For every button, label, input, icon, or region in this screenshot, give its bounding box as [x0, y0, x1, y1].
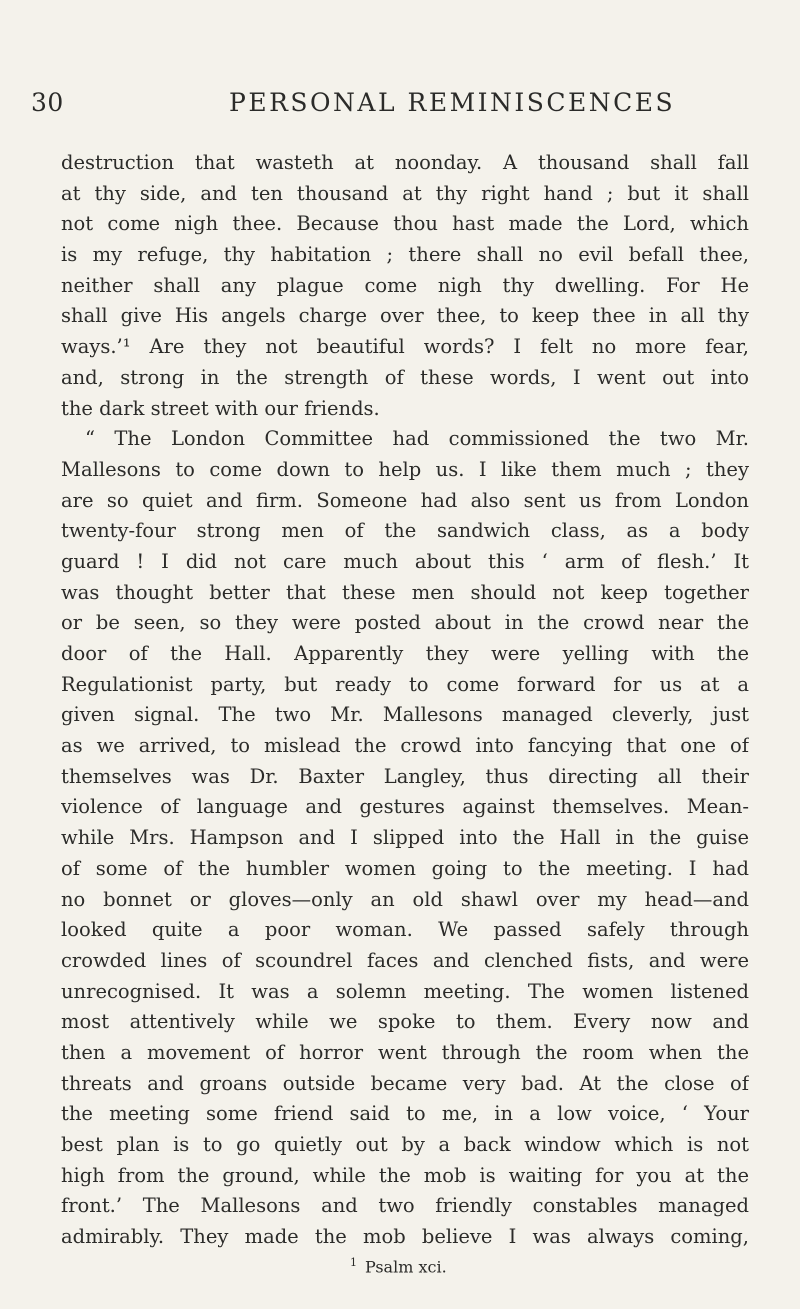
text-line: ways.’¹ Are they not beautiful words? I felt no more fear, — [61, 335, 749, 359]
text-line: crowded lines of scoundrel faces and clenched fists, and were — [61, 948, 749, 972]
text-line: then a movement of horror went through the room when the — [61, 1040, 749, 1064]
text-line: of some of the humbler women going to the meeting. I had — [61, 856, 749, 880]
text-line: destruction that wasteth at noonday. A thousand shall fall — [61, 151, 749, 174]
text-line: neither shall any plague come nigh thy dwelling. For He — [61, 273, 749, 297]
body-text — [61, 148, 749, 1253]
text-line: threats and groans outside became very bad. At the close of — [61, 1071, 749, 1095]
footnote-text: Psalm xci. — [365, 1257, 447, 1277]
text-line: unrecognised. It was a solemn meeting. The women listened — [61, 979, 749, 1003]
text-line: and, strong in the strength of these words, I went out into — [61, 365, 749, 389]
text-line: themselves was Dr. Baxter Langley, thus directing all their — [61, 764, 749, 788]
text-line: guard ! I did not care much about this ‘ arm of flesh.’ It — [61, 549, 749, 573]
text-line: given signal. The two Mr. Mallesons managed cleverly, just — [61, 703, 749, 727]
text-line: shall give His angels charge over thee, to keep thee in all thy — [61, 304, 749, 328]
text-line: Regulationist party, but ready to come forward for us at a — [61, 672, 749, 696]
text-line: is my refuge, thy habitation ; there shall no evil befall thee, — [61, 243, 749, 267]
text-line: no bonnet or gloves—only an old shawl over my head—and — [61, 887, 749, 911]
text-line: violence of language and gestures against themselves. Mean- — [61, 795, 749, 819]
text-line: the dark street with our friends. — [61, 396, 380, 420]
text-line: was thought better that these men should not keep together — [61, 580, 749, 604]
text-line: are so quiet and firm. Someone had also sent us from London — [61, 488, 749, 512]
text-line: while Mrs. Hampson and I slipped into the Hall in the guise — [61, 826, 749, 850]
text-line: door of the Hall. Apparently they were yelling with the — [61, 642, 749, 665]
text-line: at thy side, and ten thousand at thy right hand ; but it shall — [61, 181, 749, 205]
text-line: the meeting some friend said to me, in a low voice, ‘ Your — [61, 1102, 749, 1126]
text-line: not come nigh thee. Because thou hast made the Lord, which — [61, 212, 749, 236]
text-line: most attentively while we spoke to them. Every now and — [61, 1010, 749, 1034]
text-line: or be seen, so they were posted about in the crowd near the — [61, 611, 749, 635]
text-line: Mallesons to come down to help us. I like them much ; they — [61, 457, 749, 481]
text-line: high from the ground, while the mob is waiting for you at the — [61, 1163, 749, 1187]
text-line: twenty-four strong men of the sandwich class, as a body — [61, 519, 749, 543]
page-number: 30 — [31, 88, 64, 117]
text-line: best plan is to go quietly out by a back window which is not — [61, 1133, 749, 1156]
page-header — [31, 88, 771, 128]
footnote-marker: 1 — [350, 1256, 357, 1269]
running-title: PERSONAL REMINISCENCES — [229, 88, 676, 117]
text-line: “ The London Committee had commissioned the two Mr. — [85, 427, 749, 451]
text-line: as we arrived, to mislead the crowd into fancying that one of — [61, 734, 749, 758]
text-line: admirably. They made the mob believe I was always coming, — [61, 1225, 749, 1249]
text-line: looked quite a poor woman. We passed safely through — [61, 918, 749, 942]
text-line: front.’ The Mallesons and two friendly constables managed — [61, 1194, 749, 1218]
footnote — [350, 1253, 447, 1277]
